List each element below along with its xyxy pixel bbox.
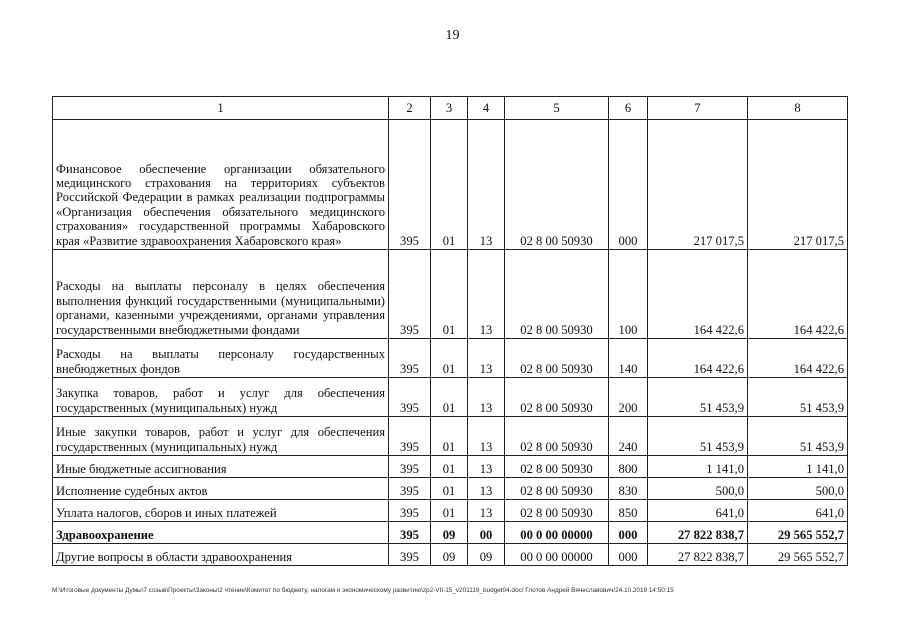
ministry-code-cell: 395 <box>389 478 431 500</box>
target-article-cell: 02 8 00 50930 <box>505 417 609 456</box>
expense-type-cell: 240 <box>609 417 648 456</box>
target-article-cell: 02 8 00 50930 <box>505 339 609 378</box>
row-name-cell: Расходы на выплаты персоналу государственных внебюджетных фондов <box>53 339 389 378</box>
table-row <box>53 250 848 339</box>
amount-cell-8: 641,0 <box>748 500 848 522</box>
ministry-code-cell: 395 <box>389 456 431 478</box>
target-article-cell: 00 0 00 00000 <box>505 522 609 544</box>
header-cell: 3 <box>431 97 468 120</box>
header-cell: 2 <box>389 97 431 120</box>
amount-cell-8: 164 422,6 <box>748 339 848 378</box>
header-cell: 7 <box>648 97 748 120</box>
header-cell: 1 <box>53 97 389 120</box>
expense-type-cell: 100 <box>609 250 648 339</box>
row-name-cell: Здравоохранение <box>53 522 389 544</box>
subsection-code-cell: 13 <box>468 456 505 478</box>
table-header-row <box>53 97 848 120</box>
table-row <box>53 417 848 456</box>
row-name-cell: Исполнение судебных актов <box>53 478 389 500</box>
ministry-code-cell: 395 <box>389 522 431 544</box>
expense-type-cell: 850 <box>609 500 648 522</box>
target-article-cell: 02 8 00 50930 <box>505 120 609 250</box>
row-name-cell: Уплата налогов, сборов и иных платежей <box>53 500 389 522</box>
target-article-cell: 02 8 00 50930 <box>505 478 609 500</box>
expense-type-cell: 000 <box>609 544 648 566</box>
row-name-cell: Закупка товаров, работ и услуг для обеспечения государственных (муниципальных) нужд <box>53 378 389 417</box>
row-name-cell: Финансовое обеспечение организации обязательного медицинского страхования на территориях субъектов Российской Федерации в рамках реализации подпрограммы «Организация обеспечения обязательного медицинского страхования» государственной программы Хабаровского края «Развитие здравоохранения Хабаровского края» <box>53 120 389 250</box>
subsection-code-cell: 09 <box>468 544 505 566</box>
table-row <box>53 544 848 566</box>
expense-type-cell: 800 <box>609 456 648 478</box>
budget-table <box>52 96 848 566</box>
target-article-cell: 02 8 00 50930 <box>505 378 609 417</box>
expense-type-cell: 000 <box>609 522 648 544</box>
amount-cell-8: 51 453,9 <box>748 417 848 456</box>
ministry-code-cell: 395 <box>389 339 431 378</box>
ministry-code-cell: 395 <box>389 250 431 339</box>
header-cell: 5 <box>505 97 609 120</box>
amount-cell-8: 51 453,9 <box>748 378 848 417</box>
amount-cell-7: 641,0 <box>648 500 748 522</box>
section-code-cell: 01 <box>431 120 468 250</box>
table-row <box>53 339 848 378</box>
amount-cell-7: 164 422,6 <box>648 250 748 339</box>
subsection-code-cell: 13 <box>468 417 505 456</box>
section-code-cell: 01 <box>431 417 468 456</box>
ministry-code-cell: 395 <box>389 500 431 522</box>
section-code-cell: 09 <box>431 522 468 544</box>
target-article-cell: 02 8 00 50930 <box>505 500 609 522</box>
table-row <box>53 500 848 522</box>
section-code-cell: 01 <box>431 339 468 378</box>
header-cell: 4 <box>468 97 505 120</box>
section-code-cell: 01 <box>431 456 468 478</box>
section-code-cell: 01 <box>431 478 468 500</box>
header-cell: 8 <box>748 97 848 120</box>
amount-cell-8: 1 141,0 <box>748 456 848 478</box>
subsection-code-cell: 13 <box>468 120 505 250</box>
row-name-cell: Иные закупки товаров, работ и услуг для обеспечения государственных (муниципальных) нужд <box>53 417 389 456</box>
subsection-code-cell: 13 <box>468 478 505 500</box>
amount-cell-8: 29 565 552,7 <box>748 522 848 544</box>
table-row <box>53 378 848 417</box>
amount-cell-7: 164 422,6 <box>648 339 748 378</box>
target-article-cell: 02 8 00 50930 <box>505 250 609 339</box>
amount-cell-8: 500,0 <box>748 478 848 500</box>
table-row <box>53 120 848 250</box>
target-article-cell: 02 8 00 50930 <box>505 456 609 478</box>
section-code-cell: 01 <box>431 500 468 522</box>
expense-type-cell: 000 <box>609 120 648 250</box>
table-row <box>53 456 848 478</box>
ministry-code-cell: 395 <box>389 378 431 417</box>
amount-cell-7: 27 822 838,7 <box>648 522 748 544</box>
ministry-code-cell: 395 <box>389 417 431 456</box>
amount-cell-8: 29 565 552,7 <box>748 544 848 566</box>
document-footer-path: M:\Итоговые документы Думы\7 созыв\Проекты\Законы\2 чтение\Комитет по бюджету, налогам и экономическому развитию\zp2-VII-15_v201119_budget04.doc/ Глотов Андрей Вячеславович/24.10.2019 14:50:15 <box>52 587 674 594</box>
expense-type-cell: 140 <box>609 339 648 378</box>
subsection-code-cell: 13 <box>468 250 505 339</box>
expense-type-cell: 830 <box>609 478 648 500</box>
row-name-cell: Расходы на выплаты персоналу в целях обеспечения выполнения функций государственными (муниципальными) органами, казенными учреждениями, органами управления государственными внебюджетными фондами <box>53 250 389 339</box>
table-body <box>53 120 848 566</box>
ministry-code-cell: 395 <box>389 120 431 250</box>
amount-cell-7: 1 141,0 <box>648 456 748 478</box>
section-code-cell: 09 <box>431 544 468 566</box>
page-number: 19 <box>445 28 460 43</box>
target-article-cell: 00 0 00 00000 <box>505 544 609 566</box>
subsection-code-cell: 13 <box>468 500 505 522</box>
subsection-code-cell: 00 <box>468 522 505 544</box>
table-row <box>53 478 848 500</box>
section-code-cell: 01 <box>431 378 468 417</box>
expense-type-cell: 200 <box>609 378 648 417</box>
table-row <box>53 522 848 544</box>
ministry-code-cell: 395 <box>389 544 431 566</box>
amount-cell-7: 51 453,9 <box>648 417 748 456</box>
section-code-cell: 01 <box>431 250 468 339</box>
amount-cell-8: 164 422,6 <box>748 250 848 339</box>
subsection-code-cell: 13 <box>468 339 505 378</box>
header-cell: 6 <box>609 97 648 120</box>
row-name-cell: Иные бюджетные ассигнования <box>53 456 389 478</box>
subsection-code-cell: 13 <box>468 378 505 417</box>
row-name-cell: Другие вопросы в области здравоохранения <box>53 544 389 566</box>
amount-cell-8: 217 017,5 <box>748 120 848 250</box>
amount-cell-7: 27 822 838,7 <box>648 544 748 566</box>
amount-cell-7: 51 453,9 <box>648 378 748 417</box>
amount-cell-7: 217 017,5 <box>648 120 748 250</box>
amount-cell-7: 500,0 <box>648 478 748 500</box>
